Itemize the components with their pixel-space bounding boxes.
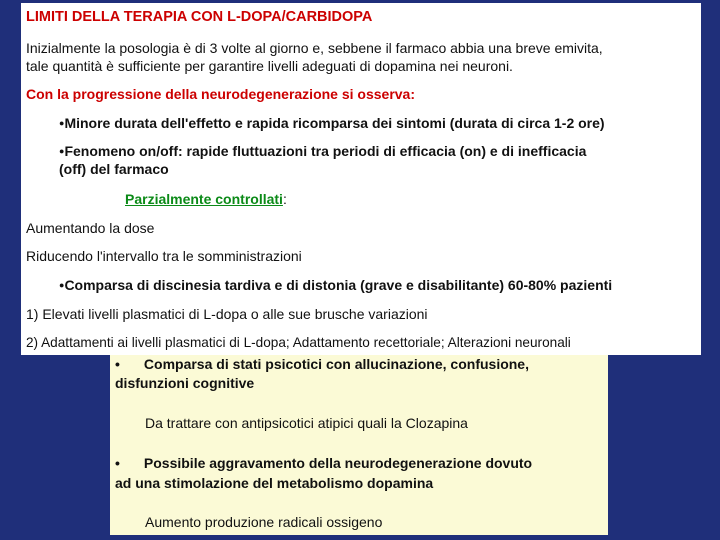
progression-heading: Con la progressione della neurodegenerazione si osserva: xyxy=(26,86,416,102)
aggravation-line-1: Possibile aggravamento della neurodegenerazione dovuto xyxy=(143,455,533,471)
bullet-on-off-line-2: (off) del farmaco xyxy=(59,161,169,177)
bullet-short-effect xyxy=(59,114,605,132)
partially-controlled xyxy=(125,190,287,208)
bullet: ● xyxy=(59,146,65,156)
bullet: • xyxy=(115,356,120,372)
psychotic-states-item xyxy=(115,355,529,374)
dose-increase: Aumentando la dose xyxy=(26,220,155,236)
yellow-panel xyxy=(110,330,608,535)
bullet: ● xyxy=(59,118,65,128)
aggravation-line-2: ad una stimolazione del metabolismo dopamina xyxy=(115,475,434,491)
partially-controlled-colon: : xyxy=(282,191,287,207)
bullet-on-off xyxy=(59,142,586,160)
bullet-on-off-text: Fenomeno on/off: rapide fluttuazioni tra periodi di efficacia (on) e di inefficacia xyxy=(64,143,587,159)
cause-1: 1) Elevati livelli plasmatici di L-dopa o alle sue brusche variazioni xyxy=(26,306,428,322)
psychotic-line-2: disfunzioni cognitive xyxy=(115,375,255,391)
intro-line-1: Inizialmente la posologia è di 3 volte al giorno e, sebbene il farmaco abbia una breve emivita, xyxy=(26,40,603,56)
aggravation-item xyxy=(115,454,532,473)
bullet: • xyxy=(115,455,120,471)
bullet-dyskinesia-text: Comparsa di discinesia tardiva e di distonia (grave e disabilitante) 60-80% pazienti xyxy=(64,277,613,293)
intro-line-2: tale quantità è sufficiente per garantire livelli adeguati di dopamina nei neuroni. xyxy=(26,58,513,74)
radicals-note: Aumento produzione radicali ossigeno xyxy=(145,514,383,530)
clozapine-note: Da trattare con antipsicotici atipici quali la Clozapina xyxy=(145,415,468,431)
partially-controlled-label: Parzialmente controllati xyxy=(125,191,283,207)
bullet: ● xyxy=(59,280,65,290)
bullet-dyskinesia xyxy=(59,276,612,294)
psychotic-line-1: Comparsa di stati psicotici con allucinazione, confusione, xyxy=(143,356,529,372)
page-title: LIMITI DELLA TERAPIA CON L-DOPA/CARBIDOPA xyxy=(26,9,373,25)
white-panel xyxy=(21,3,701,355)
bullet-short-effect-text: Minore durata dell'effetto e rapida ricomparsa dei sintomi (durata di circa 1-2 ore) xyxy=(64,115,605,131)
interval-reduction: Riducendo l'intervallo tra le somministrazioni xyxy=(26,248,302,264)
cause-2: 2) Adattamenti ai livelli plasmatici di L-dopa; Adattamento recettoriale; Alterazioni neuronali xyxy=(26,335,571,350)
